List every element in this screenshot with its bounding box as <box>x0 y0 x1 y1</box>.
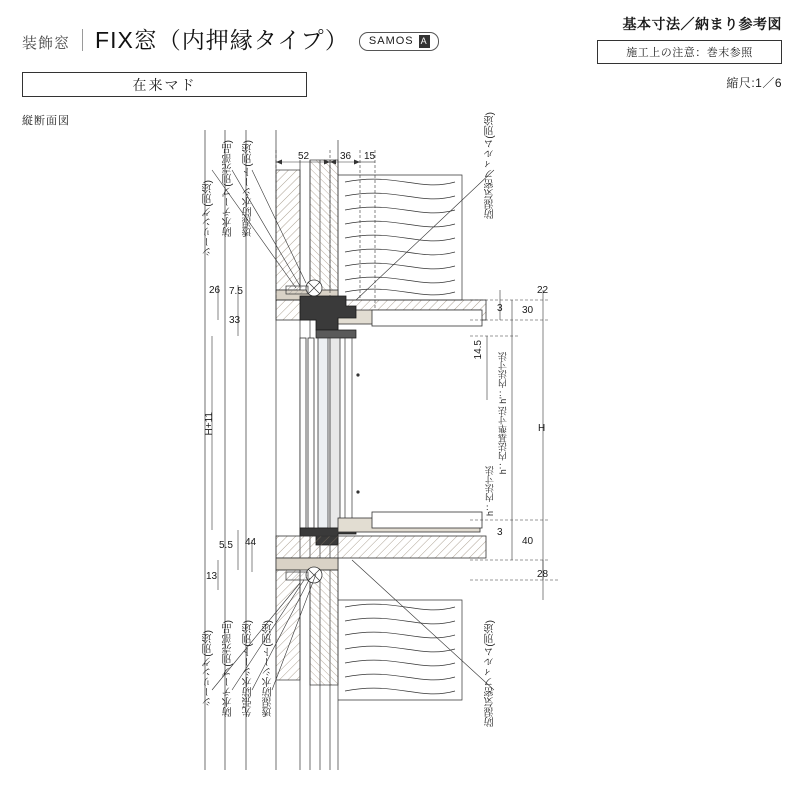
dim-left-7-5: 7.5 <box>229 286 243 297</box>
callout-bottom-breathable-sheet: 透湿防水シート(別途) <box>263 620 274 717</box>
dim-left-5-5: 5.5 <box>219 540 233 551</box>
callout-bottom-pre-waterproof-sheet: 先張防水シート(別途) <box>243 620 254 717</box>
height-note-1: h：内法基準寸法 h'：内法寸法 <box>498 352 508 475</box>
dim-right-3b: 3 <box>497 527 503 538</box>
header-divider <box>82 29 83 51</box>
header-right <box>597 14 782 91</box>
brand-name: SAMOS <box>368 35 414 47</box>
scale-label: 縮尺:1／6 <box>726 76 782 90</box>
brand-badge <box>359 32 439 51</box>
callout-bottom-vapor-barrier-film: 防湿気密フィルム(別途) <box>485 620 496 727</box>
subtype-label: 在来マド <box>132 76 197 93</box>
dim-right-30: 30 <box>522 305 534 316</box>
callout-top-waterproof-tape: 防水テープ(別売部品) <box>223 140 234 237</box>
dim-right-40: 40 <box>522 536 534 547</box>
dim-top-15: 15 <box>364 151 376 162</box>
dim-left-h11: H+11 <box>204 412 215 436</box>
header-category: 装飾窓 <box>22 35 71 52</box>
construction-note: 施工上の注意：巻末参照 <box>597 40 782 64</box>
height-note-2: h：内法寸法 <box>485 466 495 517</box>
callout-bottom-waterproof-tape: 防水テープ(別売部品) <box>223 620 234 717</box>
callout-top-sealing: シーリング(別途) <box>203 180 214 257</box>
dim-left-33: 33 <box>229 315 241 326</box>
reference-title: 基本寸法／納まり参考図 <box>622 16 782 32</box>
dim-left-26: 26 <box>209 285 221 296</box>
callout-top-breathable-sheet: 透湿防水シート(別途) <box>243 140 254 237</box>
brand-mark: A <box>420 35 428 46</box>
page-title: FIX窓（内押縁タイプ） <box>95 27 349 53</box>
dim-right-h: H <box>538 423 546 434</box>
header-left <box>22 22 439 55</box>
dim-right-28: 28 <box>537 569 549 580</box>
callout-top-vapor-barrier-film: 防湿気密フィルム(別途) <box>485 112 496 219</box>
section-view-label: 縦断面図 <box>22 115 70 127</box>
dim-right-14-5: 14.5 <box>473 340 484 360</box>
dim-left-44: 44 <box>245 537 257 548</box>
dim-right-22: 22 <box>537 285 549 296</box>
dim-top-36: 36 <box>340 151 352 162</box>
subtype-box <box>22 72 307 97</box>
callout-bottom-sealing: シーリング(別途) <box>203 630 214 707</box>
dim-left-13: 13 <box>206 571 218 582</box>
dim-right-3a: 3 <box>497 303 503 314</box>
dim-top-52: 52 <box>298 151 310 162</box>
